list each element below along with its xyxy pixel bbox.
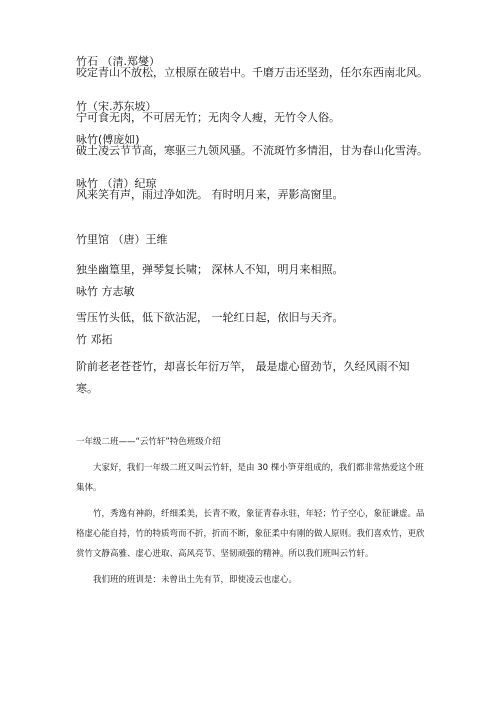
poem-竹里馆 [76, 229, 428, 251]
intro-paragraph-3: 我们班的班训是：未曾出土先有节，即使凌云也虚心。 [93, 575, 298, 585]
poem-竹-邓拓 [76, 329, 428, 351]
poem-竹 [76, 101, 428, 123]
poem-title: 咏竹(傅庞如) [76, 133, 140, 146]
poem-title: 竹石 （清.郑燮） [76, 55, 160, 68]
poem-text-block [76, 356, 426, 400]
intro-heading: 一年级二班——“云竹轩”特色班级介绍 [76, 437, 221, 447]
poem-竹石 [76, 56, 428, 78]
poem-text: 独坐幽篁里，弹琴复长啸； 深林人不知，明月来相照。 [76, 263, 344, 276]
poem-title: 咏竹 方志敏 [76, 285, 135, 298]
poem-text: 宁可食无肉，不可居无竹；无肉令人瘦，无竹令人俗。 [76, 111, 340, 124]
poem-title: 竹（宋.苏东坡） [76, 100, 157, 113]
poem-text: 雪压竹头低，低下欲沾泥， 一轮红日起，依旧与天齐。 [76, 311, 344, 324]
poem-text: 破土凌云节节高，寒驱三九领风骚。不流斑竹多情泪，甘为春山化雪涛。 [76, 144, 428, 157]
poem-text: 阶前老老苍苍竹，却喜长年衍万竿， 最是虚心留劲节，久经风雨不知寒。 [76, 360, 410, 395]
intro-paragraph-2: 竹，秀逸有神韵，纤细柔美，长青不败，象征青春永驻，年轻；竹子空心，象征谦虚。品格虚心能自持，竹的特质弯而不折，折而不断，象征柔中有刚的做人原则。我们喜欢竹，更欣赏竹文静高雅、虚心进取、高风亮节、坚韧顽强的精神。所以我们班叫云竹轩。 [76, 509, 425, 559]
poem-title: 咏竹 （清）纪琼 [76, 177, 157, 190]
intro-paragraph-1: 大家好，我们一年级二班又叫云竹轩，是由 30 棵小笋芽组成的，我们都非常热爱这个班集体。 [76, 463, 424, 493]
poem-text-block [76, 259, 428, 281]
poem-咏竹-傅庞如 [76, 134, 428, 156]
poem-title: 竹 邓拓 [76, 333, 113, 346]
poem-title: 竹里馆 （唐）王维 [76, 233, 168, 246]
poem-text-block [76, 307, 428, 329]
class-intro [76, 432, 428, 590]
poem-咏竹-方志敏 [76, 281, 428, 303]
poem-text: 风来笑有声，雨过净如洗。 有时明月来，弄影高窗里。 [76, 188, 344, 201]
poem-咏竹-纪琼 [76, 178, 428, 200]
poem-text: 咬定青山不放松，立根原在破岩中。千磨万击还坚劲，任尔东西南北风。 [76, 66, 428, 79]
